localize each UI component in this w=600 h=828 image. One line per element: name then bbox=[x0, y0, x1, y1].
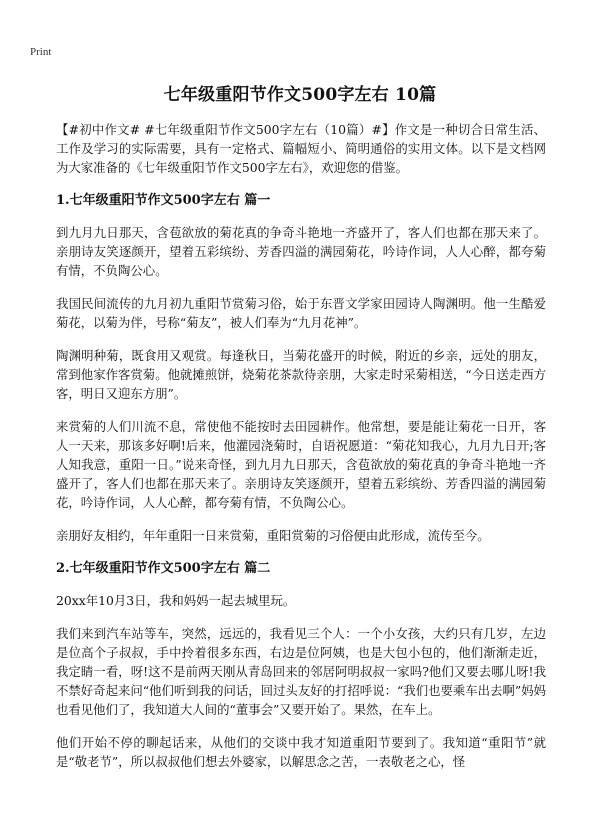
body-paragraph: 他们开始不停的聊起话来，从他们的交谈中我才知道重阳节要到了。我知道“重阳节”就是“敬老节”，所以叔叔他们想去外婆家，以解思念之苦，一表敬老之心，怪 bbox=[56, 735, 546, 769]
body-paragraph: 亲朋好友相约，年年重阳一日来赏菊，重阳赏菊的习俗便由此形成，流传至今。 bbox=[56, 528, 490, 543]
section-2 bbox=[56, 559, 546, 771]
section-heading: 2.七年级重阳节作文500字左右 篇二 bbox=[56, 561, 271, 576]
section-heading: 1.七年级重阳节作文500字左右 篇一 bbox=[56, 193, 271, 208]
intro-paragraph: 【#初中作文# #七年级重阳节作文500字左右（10篇）#】作文是一种切合日常生活、工作及学习的实际需要，具有一定格式、篇幅短小、简明通俗的实用文体。以下是文档网为大家准备的《七年级重阳节作文500字左右》，欢迎您的借鉴。 bbox=[56, 122, 546, 175]
body-paragraph: 陶渊明种菊，既食用又观赏。每逢秋日，当菊花盛开的时候，附近的乡亲，远处的朋友，常到他家作客赏菊。他就摊煎饼，烧菊花茶款待亲朋，大家走时采菊相送，“今日送走西方客，明日又迎东方朋”。 bbox=[56, 348, 546, 401]
document-title: 七年级重阳节作文500字左右 10篇 bbox=[163, 85, 437, 105]
body-paragraph: 到九月九日那天，含苞欲放的菊花真的争奇斗艳地一齐盛开了，客人们也都在那天来了。亲朋诗友笑逐颜开，望着五彩缤纷、芳香四溢的满园菊花，吟诗作词，人人心醉，都夸菊有情，不负陶公心。 bbox=[56, 225, 546, 278]
section-1 bbox=[56, 191, 546, 545]
print-label: Print bbox=[30, 46, 52, 58]
body-paragraph: 来赏菊的人们川流不息，常使他不能按时去田园耕作。他常想，要是能让菊花一日开，客人一天来，那该多好啊!后来，他灌园浇菊时，自语祝愿道：“菊花知我心，九月九日开;客人知我意，重阳一日。”说来奇怪，到九月九日那天，含苞欲放的菊花真的争奇斗艳地一齐盛开了，客人们也都在那天来了。亲朋诗友笑逐颜开，望着五彩缤纷、芳香四溢的满园菊花，吟诗作词，人人心醉，都夸菊有情，不负陶公心。 bbox=[56, 419, 546, 510]
body-paragraph: 我们来到汽车站等车，突然，远远的，我看见三个人：一个小女孩，大约只有几岁，左边是位高个子叔叔，手中拎着很多东西，右边是位阿姨，也是大包小包的，他们渐渐走近，我定睛一看，呀!这不是前两天刚从青岛回来的邻居阿明叔叔一家吗?他们又要去哪儿呀!我不禁好奇起来问“他们听到我的问话，回过头友好的打招呼说：“我们也要乘车出去啊”妈妈也看见他们了，我知道大人间的“董事会”又要开始了。果然，在车上。 bbox=[56, 626, 546, 717]
body-paragraph: 20xx年10月3日，我和妈妈一起去城里玩。 bbox=[56, 593, 296, 608]
document-body bbox=[56, 120, 546, 785]
body-paragraph: 我国民间流传的九月初九重阳节赏菊习俗，始于东晋文学家田园诗人陶渊明。他一生酷爱菊花，以菊为伴，号称“菊友”，被人们奉为“九月花神”。 bbox=[56, 296, 546, 330]
